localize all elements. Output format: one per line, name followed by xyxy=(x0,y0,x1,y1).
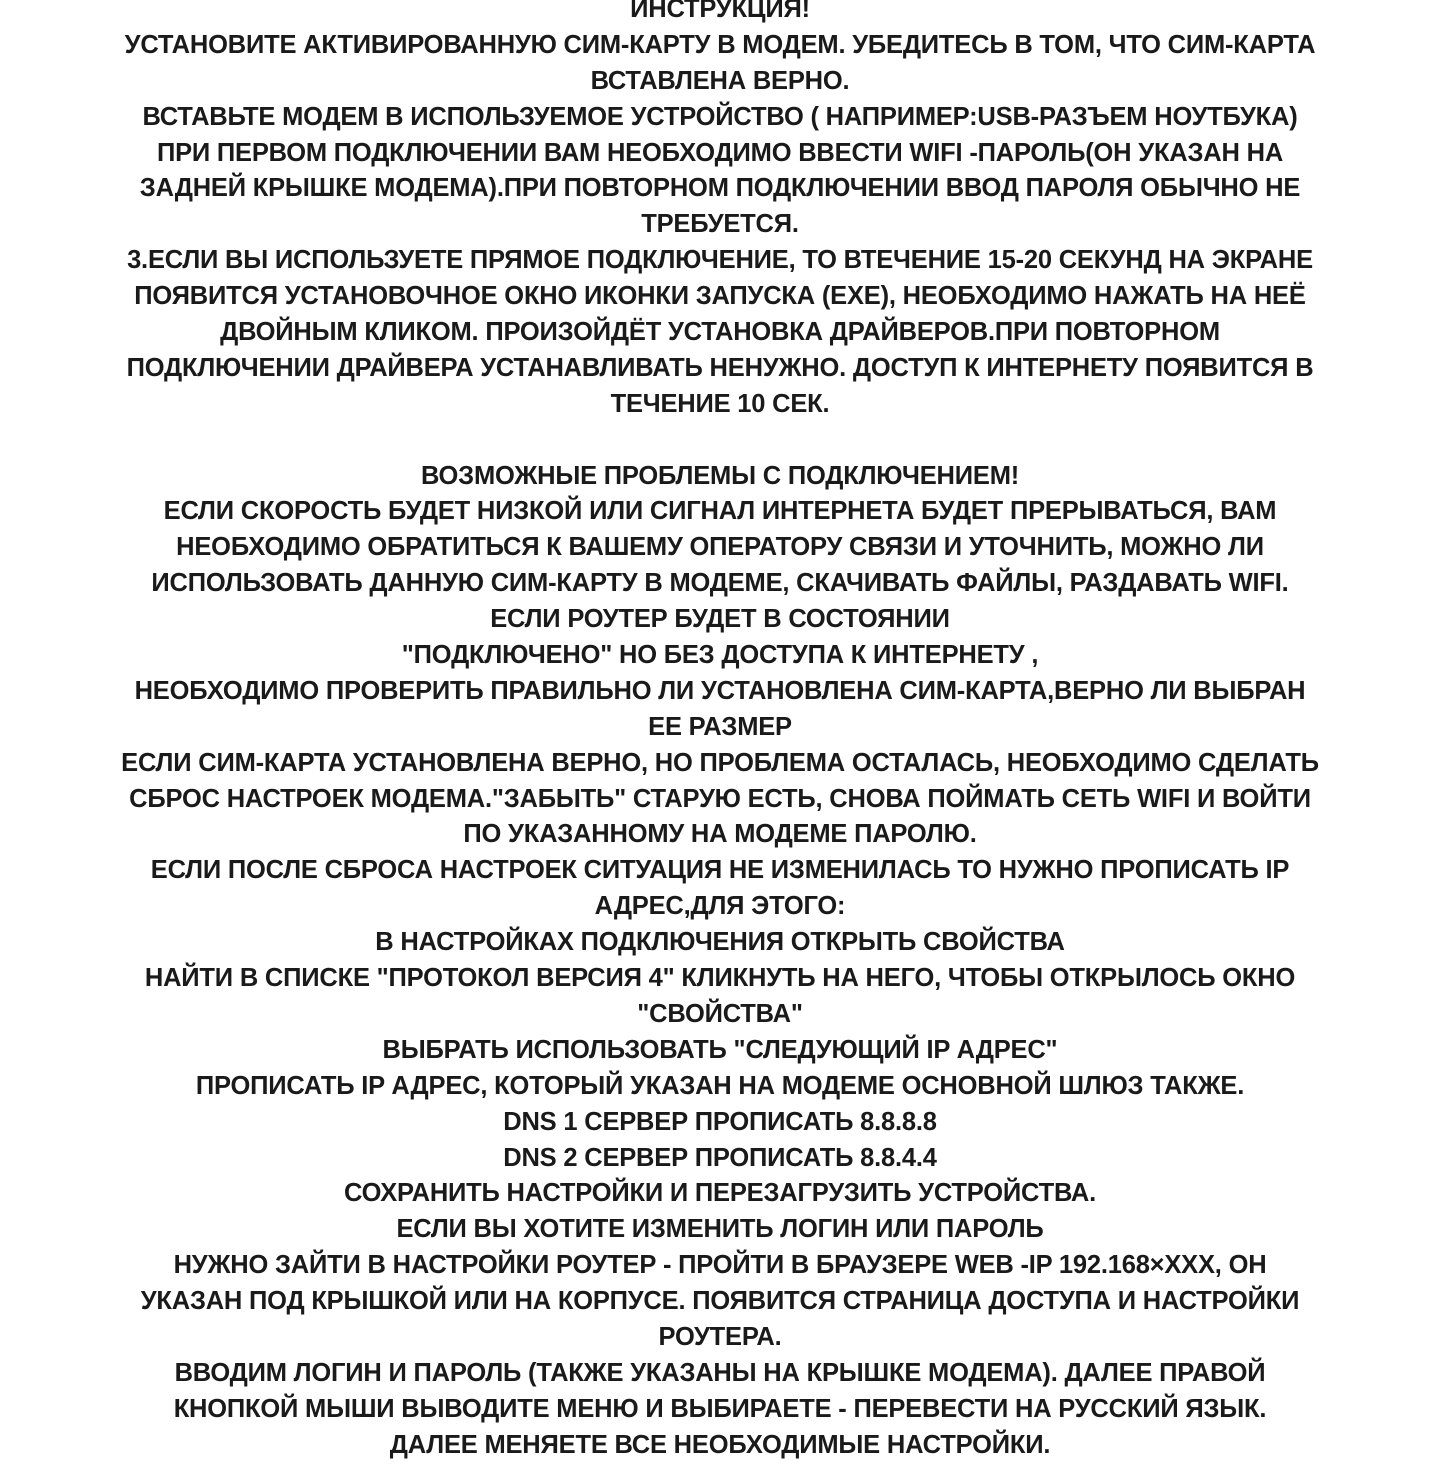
problems-line: КНОПКОЙ МЫШИ ВЫВОДИТЕ МЕНЮ И ВЫБИРАЕТЕ - ПЕРЕВЕСТИ НА РУССКИЙ ЯЗЫК. xyxy=(173,1394,1267,1423)
instruction-line: ВСТАВЛЕНА ВЕРНО. xyxy=(590,66,850,95)
problems-line: ЕСЛИ СИМ-КАРТА УСТАНОВЛЕНА ВЕРНО, НО ПРОБЛЕМА ОСТАЛАСЬ, НЕОБХОДИМО СДЕЛАТЬ xyxy=(121,748,1319,777)
instruction-line: ТЕЧЕНИЕ 10 СЕК. xyxy=(610,389,830,418)
instruction-line: 3.ЕСЛИ ВЫ ИСПОЛЬЗУЕТЕ ПРЯМОЕ ПОДКЛЮЧЕНИЕ, ТО ВТЕЧЕНИЕ 15-20 СЕКУНД НА ЭКРАНЕ xyxy=(127,246,1313,275)
problems-line: НЕОБХОДИМО ПРОВЕРИТЬ ПРАВИЛЬНО ЛИ УСТАНОВЛЕНА СИМ-КАРТА,ВЕРНО ЛИ ВЫБРАН xyxy=(134,676,1306,705)
instruction-line: ВСТАВЬТЕ МОДЕМ В ИСПОЛЬЗУЕМОЕ УСТРОЙСТВО ( НАПРИМЕР:USB-РАЗЪЕМ НОУТБУКА) xyxy=(142,102,1298,131)
problems-line: "ПОДКЛЮЧЕНО" НО БЕЗ ДОСТУПА К ИНТЕРНЕТУ , xyxy=(401,641,1039,670)
problems-line: DNS 1 СЕРВЕР ПРОПИСАТЬ 8.8.8.8 xyxy=(503,1107,937,1136)
problems-line: ПО УКАЗАННОМУ НА МОДЕМЕ ПАРОЛЮ. xyxy=(463,820,977,849)
problems-title: ВОЗМОЖНЫЕ ПРОБЛЕМЫ С ПОДКЛЮЧЕНИЕМ! xyxy=(420,461,1020,490)
instruction-line: ЗАДНЕЙ КРЫШКЕ МОДЕМА).ПРИ ПОВТОРНОМ ПОДКЛЮЧЕНИИ ВВОД ПАРОЛЯ ОБЫЧНО НЕ xyxy=(139,174,1301,203)
instruction-title: ИНСТРУКЦИЯ! xyxy=(630,0,810,23)
problems-line: УКАЗАН ПОД КРЫШКОЙ ИЛИ НА КОРПУСЕ. ПОЯВИТСЯ СТРАНИЦА ДОСТУПА И НАСТРОЙКИ xyxy=(140,1287,1300,1316)
instruction-line: УСТАНОВИТЕ АКТИВИРОВАННУЮ СИМ-КАРТУ В МОДЕМ. УБЕДИТЕСЬ В ТОМ, ЧТО СИМ-КАРТА xyxy=(124,30,1316,59)
problems-line: ЕСЛИ ПОСЛЕ СБРОСА НАСТРОЕК СИТУАЦИЯ НЕ ИЗМЕНИЛАСЬ ТО НУЖНО ПРОПИСАТЬ IP xyxy=(150,856,1290,885)
section-spacer xyxy=(0,423,1440,459)
problems-line: РОУТЕРА. xyxy=(658,1322,782,1351)
problems-line: НАЙТИ В СПИСКЕ "ПРОТОКОЛ ВЕРСИЯ 4" КЛИКНУТЬ НА НЕГО, ЧТОБЫ ОТКРЫЛОСЬ ОКНО xyxy=(144,964,1296,993)
problems-line: НЕОБХОДИМО ОБРАТИТЬСЯ К ВАШЕМУ ОПЕРАТОРУ СВЯЗИ И УТОЧНИТЬ, МОЖНО ЛИ xyxy=(176,533,1264,562)
problems-line: СОХРАНИТЬ НАСТРОЙКИ И ПЕРЕЗАГРУЗИТЬ УСТРОЙСТВА. xyxy=(343,1179,1097,1208)
problems-line: "СВОЙСТВА" xyxy=(637,999,803,1028)
problems-line: ЕСЛИ СКОРОСТЬ БУДЕТ НИЗКОЙ ИЛИ СИГНАЛ ИНТЕРНЕТА БУДЕТ ПРЕРЫВАТЬСЯ, ВАМ xyxy=(163,497,1277,526)
problems-line: ЕСЛИ ВЫ ХОТИТЕ ИЗМЕНИТЬ ЛОГИН ИЛИ ПАРОЛЬ xyxy=(396,1215,1044,1244)
problems-line: ДАЛЕЕ МЕНЯЕТЕ ВСЕ НЕОБХОДИМЫЕ НАСТРОЙКИ. xyxy=(389,1430,1051,1459)
problems-line: НУЖНО ЗАЙТИ В НАСТРОЙКИ РОУТЕР - ПРОЙТИ В БРАУЗЕРЕ WEB -IP 192.168×XXX, ОН xyxy=(173,1251,1267,1280)
problems-line: ЕЕ РАЗМЕР xyxy=(648,712,792,741)
problems-line: ПРОПИСАТЬ IP АДРЕС, КОТОРЫЙ УКАЗАН НА МОДЕМЕ ОСНОВНОЙ ШЛЮЗ ТАКЖЕ. xyxy=(195,1071,1245,1100)
instruction-line: ДВОЙНЫМ КЛИКОМ. ПРОИЗОЙДЁТ УСТАНОВКА ДРАЙВЕРОВ.ПРИ ПОВТОРНОМ xyxy=(220,318,1220,347)
problems-line: В НАСТРОЙКАХ ПОДКЛЮЧЕНИЯ ОТКРЫТЬ СВОЙСТВА xyxy=(375,928,1065,957)
problems-line: ЕСЛИ РОУТЕР БУДЕТ В СОСТОЯНИИ xyxy=(490,605,950,634)
problems-line: СБРОС НАСТРОЕК МОДЕМА."ЗАБЫТЬ" СТАРУЮ ЕСТЬ, СНОВА ПОЙМАТЬ СЕТЬ WIFI И ВОЙТИ xyxy=(129,784,1311,813)
problems-line: ВЫБРАТЬ ИСПОЛЬЗОВАТЬ "СЛЕДУЮЩИЙ IP АДРЕС" xyxy=(382,1035,1058,1064)
instruction-line: ПОЯВИТСЯ УСТАНОВОЧНОЕ ОКНО ИКОНКИ ЗАПУСКА (EXE), НЕОБХОДИМО НАЖАТЬ НА НЕЁ xyxy=(134,282,1306,311)
problems-line: ИСПОЛЬЗОВАТЬ ДАННУЮ СИМ-КАРТУ В МОДЕМЕ, СКАЧИВАТЬ ФАЙЛЫ, РАЗДАВАТЬ WIFI. xyxy=(151,569,1289,598)
instruction-line: ТРЕБУЕТСЯ. xyxy=(641,210,799,239)
instruction-line: ПРИ ПЕРВОМ ПОДКЛЮЧЕНИИ ВАМ НЕОБХОДИМО ВВЕСТИ WIFI -ПАРОЛЬ(ОН УКАЗАН НА xyxy=(156,138,1284,167)
problems-line: ВВОДИМ ЛОГИН И ПАРОЛЬ (ТАКЖЕ УКАЗАНЫ НА КРЫШКЕ МОДЕМА). ДАЛЕЕ ПРАВОЙ xyxy=(174,1358,1266,1387)
instruction-line: ПОДКЛЮЧЕНИИ ДРАЙВЕРА УСТАНАВЛИВАТЬ НЕНУЖНО. ДОСТУП К ИНТЕРНЕТУ ПОЯВИТСЯ В xyxy=(126,353,1314,382)
problems-line: DNS 2 СЕРВЕР ПРОПИСАТЬ 8.8.4.4 xyxy=(503,1143,937,1172)
problems-line: АДРЕС,ДЛЯ ЭТОГО: xyxy=(594,892,846,921)
